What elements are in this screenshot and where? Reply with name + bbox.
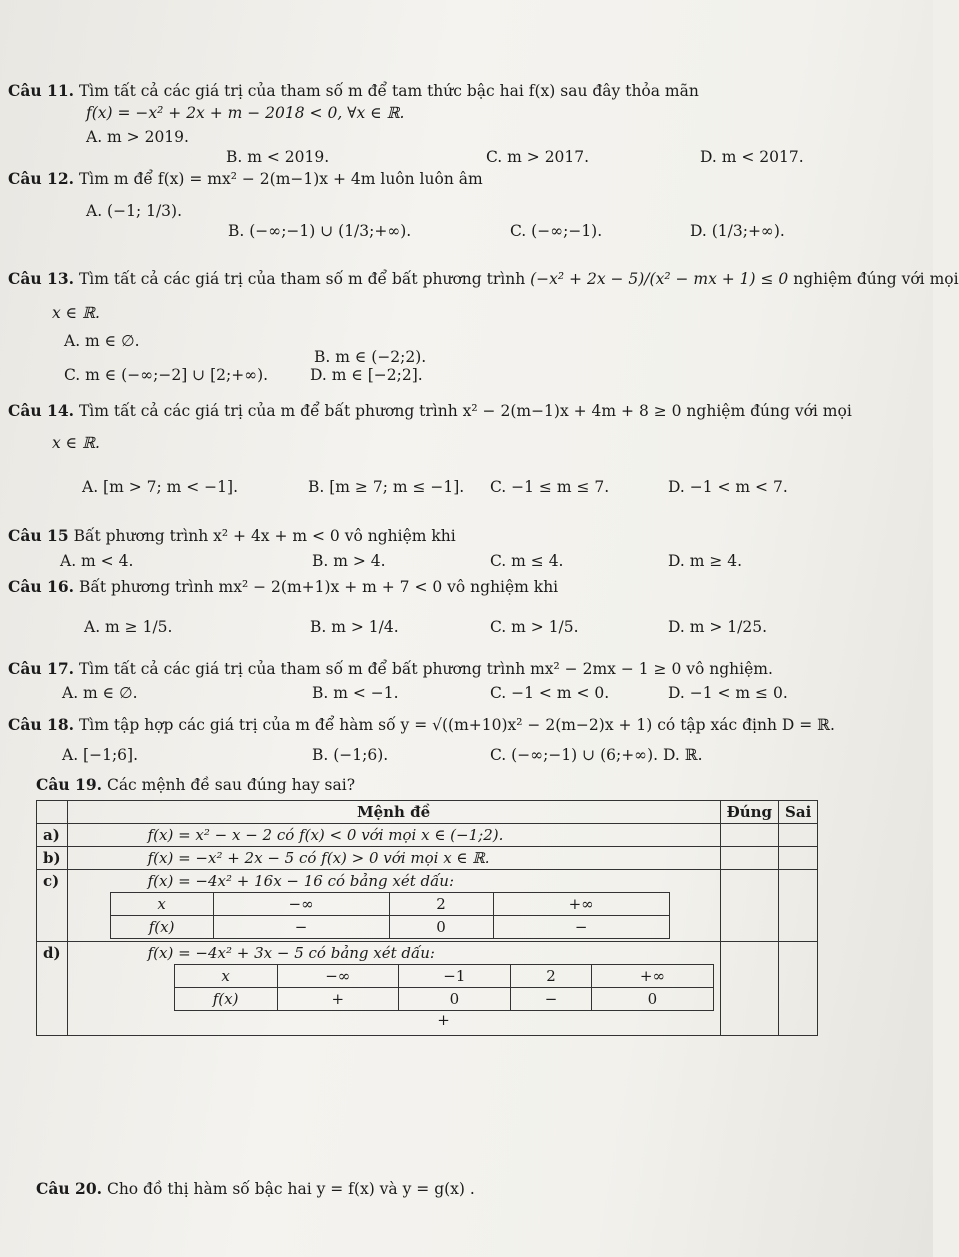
q19-c-x1: −∞ bbox=[213, 893, 389, 916]
q11-option-d[interactable]: D. m < 2017. bbox=[700, 148, 804, 166]
q19-c-sign2: 0 bbox=[389, 916, 493, 939]
q14-option-c[interactable]: C. −1 ≤ m ≤ 7. bbox=[490, 478, 610, 496]
q19-c-false-cell[interactable] bbox=[779, 870, 818, 942]
q19-header-row bbox=[37, 801, 818, 824]
q19-c-statement: f(x) = −4x² + 16x − 16 có bảng xét dấu: bbox=[147, 872, 455, 890]
q19-d-cell bbox=[67, 942, 720, 1036]
q17-option-a[interactable]: A. m ∈ ∅. bbox=[62, 684, 138, 702]
q13-number: Câu 13. bbox=[8, 269, 75, 288]
q17-option-b[interactable]: B. m < −1. bbox=[312, 684, 399, 702]
q14-domain: x ∈ ℝ. bbox=[52, 434, 100, 452]
q13-tail: nghiệm đúng với mọi bbox=[793, 270, 959, 288]
q19-c-x-header: x bbox=[110, 893, 213, 916]
q19-table bbox=[36, 800, 818, 1036]
q16-number: Câu 16. bbox=[8, 577, 75, 596]
q18-question bbox=[8, 716, 835, 735]
q12-question bbox=[8, 170, 483, 189]
q11-question bbox=[8, 82, 699, 101]
q13-inequality: (−x² + 2x − 5)/(x² − mx + 1) ≤ 0 bbox=[530, 270, 789, 288]
q11-number: Câu 11. bbox=[8, 81, 75, 100]
q20-number: Câu 20. bbox=[36, 1179, 103, 1198]
q20-question bbox=[36, 1180, 475, 1199]
q18-option-b[interactable]: B. (−1;6). bbox=[312, 746, 389, 764]
q13-domain: x ∈ ℝ. bbox=[52, 304, 100, 322]
q19-c-sign1: − bbox=[213, 916, 389, 939]
q16-text: Bất phương trình mx² − 2(m+1)x + m + 7 < 0 vô nghiệm khi bbox=[78, 578, 559, 596]
q14-option-b[interactable]: B. [m ≥ 7; m ≤ −1]. bbox=[308, 478, 465, 496]
q16-option-a[interactable]: A. m ≥ 1/5. bbox=[84, 618, 173, 636]
q15-option-c[interactable]: C. m ≤ 4. bbox=[490, 552, 564, 570]
q17-text: Tìm tất cả các giá trị của tham số m để bất phương trình mx² − 2mx − 1 ≥ 0 vô nghiệm. bbox=[78, 660, 773, 678]
q16-option-b[interactable]: B. m > 1/4. bbox=[310, 618, 399, 636]
q19-a-false-cell[interactable] bbox=[779, 824, 818, 847]
q19-c-sign-table bbox=[110, 892, 670, 939]
q14-question bbox=[8, 402, 852, 421]
q12-option-d[interactable]: D. (1/3;+∞). bbox=[690, 222, 785, 240]
q19-b-false-cell[interactable] bbox=[779, 847, 818, 870]
q15-option-d[interactable]: D. m ≥ 4. bbox=[668, 552, 743, 570]
q19-number: Câu 19. bbox=[36, 775, 103, 794]
q13-question bbox=[8, 270, 959, 289]
q19-d-x-header: x bbox=[174, 965, 277, 988]
q19-header-false: Sai bbox=[779, 801, 818, 824]
q19-a-label: a) bbox=[37, 824, 68, 847]
q18-option-a[interactable]: A. [−1;6]. bbox=[62, 746, 139, 764]
q19-b-statement: f(x) = −x² + 2x − 5 có f(x) > 0 với mọi x ∈ ℝ. bbox=[67, 847, 720, 870]
q17-option-d[interactable]: D. −1 < m ≤ 0. bbox=[668, 684, 788, 702]
q11-text: Tìm tất cả các giá trị của tham số m để tam thức bậc hai f(x) sau đây thỏa mãn bbox=[78, 82, 699, 100]
q19-question bbox=[36, 776, 355, 795]
q19-c-label: c) bbox=[37, 870, 68, 942]
q19-row-a bbox=[37, 824, 818, 847]
q19-d-x3: 2 bbox=[510, 965, 591, 988]
q19-d-x1: −∞ bbox=[277, 965, 398, 988]
q19-c-x2: 2 bbox=[389, 893, 493, 916]
q13-option-d[interactable]: D. m ∈ [−2;2]. bbox=[310, 366, 423, 384]
q14-option-d[interactable]: D. −1 < m < 7. bbox=[668, 478, 788, 496]
q19-c-cell bbox=[67, 870, 720, 942]
q19-a-true-cell[interactable] bbox=[720, 824, 778, 847]
q19-header-true: Đúng bbox=[720, 801, 778, 824]
q15-option-b[interactable]: B. m > 4. bbox=[312, 552, 386, 570]
q19-d-statement: f(x) = −4x² + 3x − 5 có bảng xét dấu: bbox=[147, 944, 435, 962]
q19-header-blank bbox=[37, 801, 68, 824]
q18-number: Câu 18. bbox=[8, 715, 75, 734]
q11-option-a[interactable]: A. m > 2019. bbox=[86, 128, 189, 146]
q13-option-c[interactable]: C. m ∈ (−∞;−2] ∪ [2;+∞). bbox=[64, 366, 269, 384]
q15-question bbox=[8, 527, 456, 546]
q19-d-spacer bbox=[174, 1011, 713, 1030]
q14-option-a[interactable]: A. [m > 7; m < −1]. bbox=[82, 478, 239, 496]
q19-d-sign4: 0 bbox=[592, 988, 713, 1011]
q19-c-true-cell[interactable] bbox=[720, 870, 778, 942]
q11-option-b[interactable]: B. m < 2019. bbox=[226, 148, 330, 166]
q19-d-fx-header: f(x) bbox=[174, 988, 277, 1011]
q13-text: Tìm tất cả các giá trị của tham số m để bất phương trình bbox=[78, 270, 526, 288]
q19-row-b bbox=[37, 847, 818, 870]
q11-condition: f(x) = −x² + 2x + m − 2018 < 0, ∀x ∈ ℝ. bbox=[86, 104, 405, 122]
q16-option-d[interactable]: D. m > 1/25. bbox=[668, 618, 768, 636]
q19-b-label: b) bbox=[37, 847, 68, 870]
q12-number: Câu 12. bbox=[8, 169, 75, 188]
q20-text: Cho đồ thị hàm số bậc hai y = f(x) và y = g(x) . bbox=[106, 1180, 475, 1198]
q19-d-sign5: + bbox=[437, 1011, 450, 1029]
q16-question bbox=[8, 578, 558, 597]
q19-d-x4: +∞ bbox=[592, 965, 713, 988]
q14-number: Câu 14. bbox=[8, 401, 75, 420]
q12-option-c[interactable]: C. (−∞;−1). bbox=[510, 222, 603, 240]
q19-c-x3: +∞ bbox=[493, 893, 669, 916]
q17-number: Câu 17. bbox=[8, 659, 75, 678]
q19-row-c bbox=[37, 870, 818, 942]
q17-option-c[interactable]: C. −1 < m < 0. bbox=[490, 684, 610, 702]
q19-d-x2: −1 bbox=[398, 965, 510, 988]
q19-c-sign3: − bbox=[493, 916, 669, 939]
q19-header-statement: Mệnh đề bbox=[67, 801, 720, 824]
q13-option-a[interactable]: A. m ∈ ∅. bbox=[64, 332, 140, 350]
q12-option-b[interactable]: B. (−∞;−1) ∪ (1/3;+∞). bbox=[228, 222, 412, 240]
q19-d-sign-table bbox=[174, 964, 714, 1029]
q19-c-fx-header: f(x) bbox=[110, 916, 213, 939]
q17-question bbox=[8, 660, 773, 679]
q18-text: Tìm tập hợp các giá trị của m để hàm số y = √((m+10)x² − 2(m−2)x + 1) có tập xác định D = ℝ. bbox=[78, 716, 835, 734]
q13-option-b[interactable]: B. m ∈ (−2;2). bbox=[314, 348, 427, 366]
q11-option-c[interactable]: C. m > 2017. bbox=[486, 148, 590, 166]
q19-text: Các mệnh đề sau đúng hay sai? bbox=[106, 776, 356, 794]
q19-d-sign1: + bbox=[277, 988, 398, 1011]
q19-d-sign3: − bbox=[510, 988, 591, 1011]
q19-d-false-cell[interactable] bbox=[779, 942, 818, 1036]
q15-number: Câu 15 bbox=[8, 526, 69, 545]
q15-option-a[interactable]: A. m < 4. bbox=[60, 552, 134, 570]
q15-text: Bất phương trình x² + 4x + m < 0 vô nghiệm khi bbox=[73, 527, 456, 545]
q14-text: Tìm tất cả các giá trị của m để bất phương trình x² − 2(m−1)x + 4m + 8 ≥ 0 nghiệm đúng với mọi bbox=[78, 402, 852, 420]
q16-option-c[interactable]: C. m > 1/5. bbox=[490, 618, 579, 636]
q19-d-label: d) bbox=[37, 942, 68, 1036]
q19-a-statement: f(x) = x² − x − 2 có f(x) < 0 với mọi x ∈ (−1;2). bbox=[67, 824, 720, 847]
q18-option-c[interactable]: C. (−∞;−1) ∪ (6;+∞). D. ℝ. bbox=[490, 746, 703, 764]
q19-d-sign2: 0 bbox=[398, 988, 510, 1011]
q19-d-true-cell[interactable] bbox=[720, 942, 778, 1036]
q12-text: Tìm m để f(x) = mx² − 2(m−1)x + 4m luôn luôn âm bbox=[78, 170, 483, 188]
q12-option-a[interactable]: A. (−1; 1/3). bbox=[86, 202, 183, 220]
q19-row-d bbox=[37, 942, 818, 1036]
q19-b-true-cell[interactable] bbox=[720, 847, 778, 870]
